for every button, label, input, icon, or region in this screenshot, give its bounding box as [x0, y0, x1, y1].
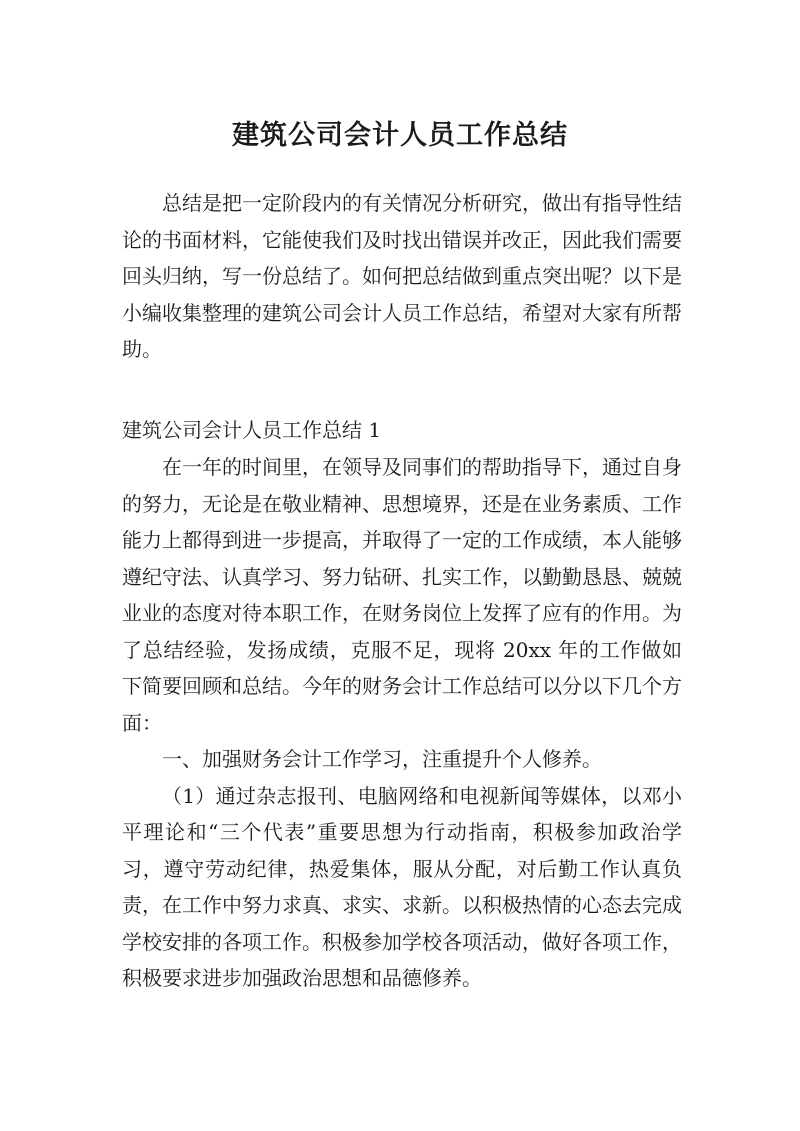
section-heading: 建筑公司会计人员工作总结 1 [122, 418, 382, 442]
subsection-heading: 一、加强财务会计工作学习，注重提升个人修养。 [162, 747, 602, 771]
document-title: 建筑公司会计人员工作总结 [232, 120, 568, 152]
body-paragraph: （1）通过杂志报刊、电脑网络和电视新闻等媒体，以邓小平理论和“三个代表”重要思想为行动指南，积极参加政治学习，遵守劳动纪律，热爱集体，服从分配，对后勤工作认真负责，在工作中努力求真、求实、求新。以积极热情的心态去完成学校安排的各项工作。积极参加学校各项活动，做好各项工作，积极要求进步加强政治思想和品德修养。 [122, 783, 682, 990]
body-paragraph: 在一年的时间里，在领导及同事们的帮助指导下，通过自身的努力，无论是在敬业精神、思想境界，还是在业务素质、工作能力上都得到进一步提高，并取得了一定的工作成绩，本人能够遵纪守法、认真学习、努力钻研、扎实工作，以勤勤恳恳、兢兢业业的态度对待本职工作，在财务岗位上发挥了应有的作用。为了总结经验，发扬成绩，克服不足，现将 20xx 年的工作做如下简要回顾和总结。今年的财务会计工作总结可以分以下几个方面： [122, 455, 682, 735]
intro-paragraph: 总结是把一定阶段内的有关情况分析研究，做出有指导性结论的书面材料，它能使我们及时找出错误并改正，因此我们需要回头归纳，写一份总结了。如何把总结做到重点突出呢？以下是小编收集整理的建筑公司会计人员工作总结，希望对大家有所帮助。 [122, 191, 682, 361]
section-content [122, 449, 682, 997]
